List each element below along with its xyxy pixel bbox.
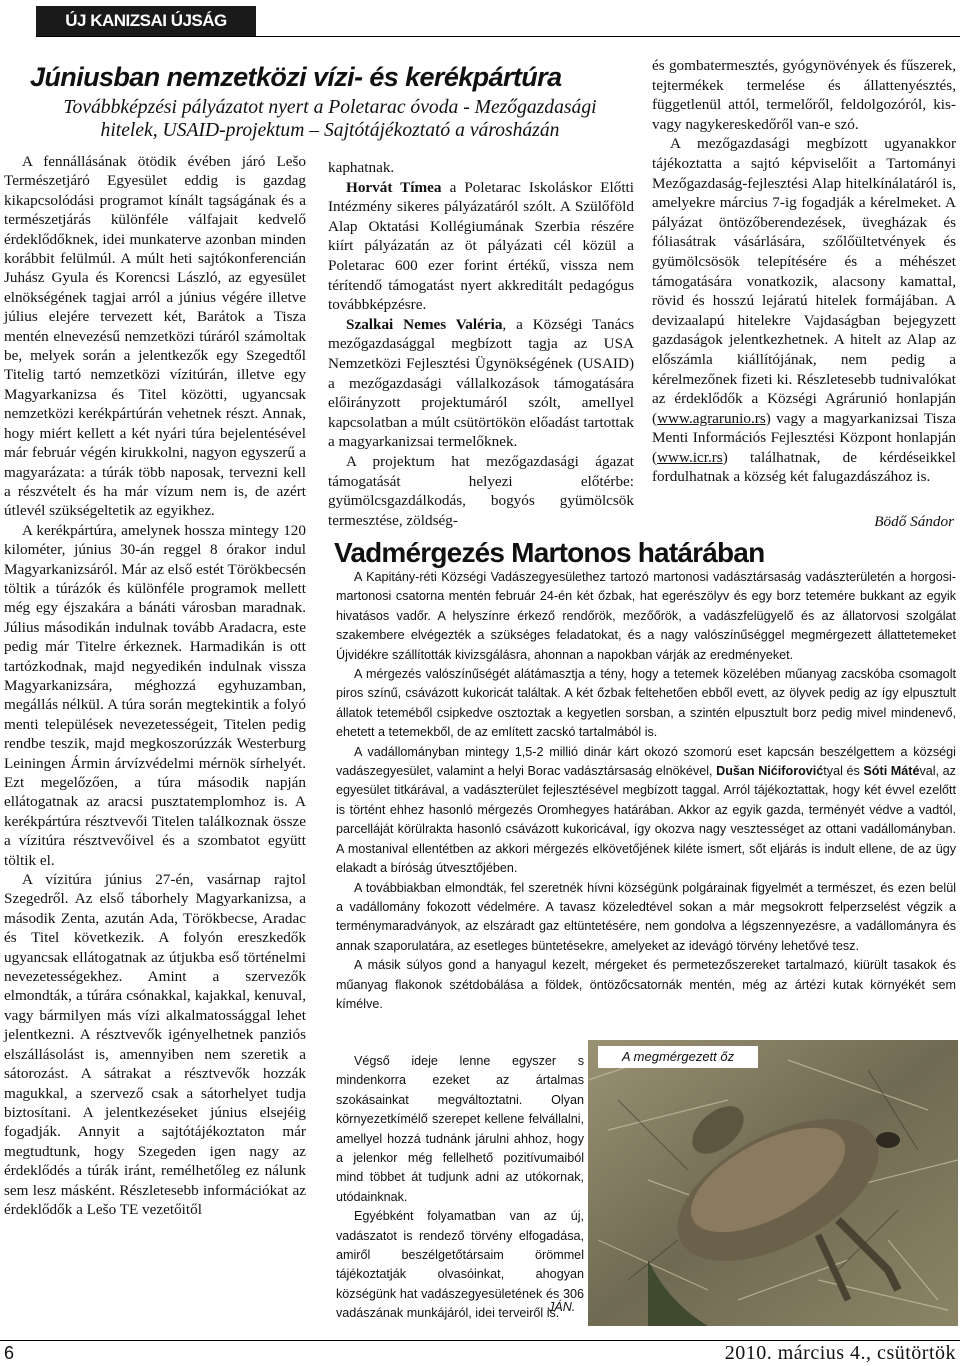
article1-subtitle-line2: hitelek, USAID-projektum – Sajtótájékoztató a városházán [100,120,560,141]
footer-rule [0,1340,960,1341]
paragraph-text: A mezőgazdasági megbízott ugyanakkor tájékoztatta a sajtó képviselőit a Tartományi Mezőgazdaság-fejlesztési Alap hitelkínálatáról is, amelyekre március 7-ig fogadják a kérelmeket. A pályázat öntözőberendezések, üvegházak és fóliasátrak vásárlására, szőlőültetvények és gyümölcsösök telepítésére és a méhészet támogatására vonatkozik, alacsony kamattal, rövid és hosszú lejáratú hitelek formájában. A devizaalapú hitelekre Vajdaságban bejegyzett gazdaságok jelentkezhetnek. A hitelt az Alap az előszámla kiállítójának, nem pedig a kérelmezőnek fizeti ki. Részletesebb tudnivalókat az érdeklődők a Községi Agrárunió honlapján ( [652,135,956,427]
paragraph-text: , a Községi Tanács mezőgazdasággal megbízott tagja az USA Nemzetközi Fejlesztési Ügynökségének (USAID) a mezőgazdasági vállalkozások támogatására előirányzott projektumáról szólt, amellyel kapcsolatban a múlt csütörtökön előadást tartottak a magyarkanizsai termelőknek. [328,315,634,451]
paragraph: A projektum hat mezőgazdasági ágazat támogatását helyezi előtérbe: gyümölcsgazdálkodás, bogyós gyümölcsök termesztése, zöldség- [328,452,634,529]
paragraph: A fennállásának ötödik évében járó Lešo Természetjáró Egyesület eddig is gazdag kikapcsolódási programot kínált tagságának és a természetjárás különféle válfajait kedvelő érdeklődőknek, idei munkaterve azonban minden korábbit felülmúl. A múlt heti sajtókonferencián Juhász Gyula és Korencsi László, az egyesület elnökségének tagjai arról a június végére illetve július elejére tervezett két, Barátok a Tisza mentén elnevezésű nemzetközi túráról számoltak be, melyek során a jelentkezők egy Szegedtől Titelig tartó nemzetközi vízitúrán, illetve egy Magyarkanizsa és Titel közötti, ugyancsak nemzetközi kerékpártúrán vehetnek részt. Annak, hogy miért kellett a két nyári túra bejelentésével már február végén kirukkolni, nagyon egyszerű a magyarázata: a túrák több naposak, tervezni kell a részvételt és ha már vízum nem is, de azért útlevél szükségeltetik az egyikhez. [4,153,306,520]
article2-narrow-column [336,1052,584,1324]
article1-subtitle-line1: Továbbképzési pályázatot nyert a Poletarac óvoda - Mezőgazdasági [63,97,597,118]
article1-column2 [328,158,634,530]
article1-column3 [652,56,956,487]
paragraph-text: val, az egyesület titkárával, a vadászterület fejlesztésével megbízott taggal. Arról tájékoztattak, hogy két évvel ezelőtt is történt ehhez hasonló mérgezés Oromhegyes határában. Akkor az egyik gazda, terményét védve a vadtól, parcelláját körülrakta hasonló csávázott kukoricával, így okozva nagy vesztességet az ottani vadállományban. A mostanival ellentétben az akkori mérgezés elkövetőjének kiléte ismert, sőt eljárás is indult ellene, de az ügy elakadt a bíróság útvesztőjében. [336,764,956,876]
issue-date: 2010. március 4., csütörtök [724,1342,956,1364]
person-name: Szalkai Nemes Valéria [346,315,503,333]
paragraph-text: ) találhatnak, de kérdéseikkel fordulhatnak a község két falugazdászához is. [652,448,956,486]
paragraph: kaphatnak. [328,159,395,176]
photo-caption: A megmérgezett őz [598,1046,758,1068]
article1-title: Júniusban nemzetközi vízi- és kerékpártúra [30,62,562,92]
page-number: 6 [4,1343,15,1363]
paragraph: és gombatermesztés, gyógynövények és fűszerek, tejtermékek termelése és állattenyésztés, függetlenül attól, termelőről, feldolgozóról, kis- vagy nagykereskedőről van-e szó. [652,57,956,133]
paragraph-text: A vadállományban mintegy 1,5-2 millió dinár kárt okozó szomorú eset kapcsán beszélgettem a községi vadászegyesület, valamint a helyi Borac vadásztársaság elnökével, [336,744,956,779]
photo-poisoned-deer [588,1040,958,1326]
paragraph: A továbbiakban elmondták, fel szeretnék hívni községünk polgárainak figyelmét a természet, és ezen belül a vadállomány fokozott védelmére. A tavasz közeledtével sokan a már megsokrott felperzselést végzik a terménymaradványok, az elszáradt gaz eltüntetésére, nem gondolva a légszennyezésre, a vadállományra és annak szaporulatára, az esetleges büntetésekre, amelyeket az idevágó törvény lehetővé tesz. [336,880,956,953]
paragraph: A Kapitány-réti Községi Vadászegyesülethez tartozó martonosi vadásztársaság vadászterületén a horgosi-martonosi csatorna mentén február 24-én két őzbak, hat egerészölyv és egy borz tetemére bukkant az egyik hivatásos vadőr. A helyszínre érkező rendőrök, mezőőrök, a vadászfelügyelő és az állatorvosi szolgálat szakembere elvégezték a szükséges feladatokat, és a nagy valószínűséggel megmérgezett állattetemeket Újvidékre szállították kivizsgálásra, ahonnan a napokban várják az eredményeket. [336,570,956,662]
article1-author: Bödő Sándor [870,512,954,532]
icr-link[interactable]: www.icr.rs [657,448,723,466]
paragraph: A kerékpártúra, amelynek hossza mintegy 120 kilométer, június 30-án reggel 8 órakor indul Magyarkanizsáról. Már az első estét Törökbecsén töltik a túrázók és különféle programok mellett még egy éjszakára a bánáti városban maradnak. Július másodikán indulnak tovább Aradacra, este pedig már Titelre érkeznek. Harmadikán is ott tartózkodnak, majd negyedikén indulnak vissza Magyarkanizsára, méghozzá egyhuzamban, megállás nélkül. A túra során megtekintik a folyó menti települések nevezetességeit, Titelen pedig rendbe teszik, majd megkoszorúzzák Westerburg Leiningen Ármin árvízvédelmi mérnök sírhelyét. Ezt megelőzően, a túra második napján ellátogatnak az aracsi pusztatemplomhoz is. A kerékpártúra résztvevői Titelen találkoznak össze a vízitúra résztvevőivel és a szombatot együtt töltik el. [4,521,306,869]
person-name: Horvát Tímea [346,178,442,196]
agrarunio-link[interactable]: www.agrarunio.rs [657,409,766,427]
article2-author: JÁN. [548,1300,576,1314]
paragraph: Egyébként folyamatban van az új, vadászatot is rendező törvény elfogadása, amiről beszélgetőtársaim örömmel tájékoztatják olvasóinkat, ahogyan községünk hat vadászegyesületének és 306 vadászának munkájáról, idei terveiről is. [336,1209,584,1321]
paragraph [652,134,956,487]
newspaper-name: ÚJ KANIZSAI ÚJSÁG [36,6,256,36]
paragraph [336,743,956,879]
paragraph: A mérgezés valószínűségét alátámasztja a tény, hogy a tetemek közelében műanyag zacskóba csomagolt piros színű, csávázott kukoricát találtak. A két őzbak feltehetően ebből evett, az ölyvek pedig az így elpusztult állatok teteméből csipkedve osztoztak a kegyetlen sorsban, a szintén elpusztult borz pedig mivel mindenevő, ehetett a tetemekből, de az említett zacskó tartalmából is. [336,667,956,740]
paragraph: Végső ideje lenne egyszer s mindenkorra ezeket az ártalmas szokásainkat megváltoztatni. Olyan környezetkímélő szerepet kellene felvállalni, amellyel hozzá tudnánk járulni ahhoz, hogy a jelenkor még fellelhető pozitívumaiból mind többet át tudjunk adni az utókornak, utódainknak. [336,1054,584,1204]
person-name: Dušan Nićiforović [716,764,824,779]
paragraph: A másik súlyos gond a hanyagul kezelt, mérgeket és permetezőszereket tartalmazó, kiürült tasakok és műanyag flakonok szétdobálása a földek, öntözőcsatornák mentén, még az ártézi kutak környékét sem kímélve. [336,958,956,1011]
person-name: Sóti Máté [863,764,920,779]
paragraph: A vízitúra június 27-én, vasárnap rajtol Szegedről. Az első táborhely Magyarkanizsa, a második Zenta, azután Ada, Törökbecse, Aradac és Titel következik. A folyón ereszkedők ugyancsak ellátogatnak az útjukba eső történelmi nevezetességekhez. Amint a szervezők elmondták, a túrára csónakkal, kajakkal, kenuval, vagy bármilyen más vízi alkalmatossággal lehet jelentkezni. A résztvevők igényelhetnek panziós elszállásolást is, amennyiben nem szeretik a sátorozást. A sátrakat a résztvevők hozzák magukkal, a szervező csak a sátorhelyet tudja biztosítani. A jelentkezéseket június elsejéig fogadják. Annyit a sajtótájékoztaton már megtudtunk, hogy Szegeden igen nagy az érdeklődés a túrák iránt, remélhetőleg ez nálunk sem lesz másként. Részletesebb információkat az érdeklődők a Lešo TE vezetőitől [4,871,306,1218]
article2-body [336,568,956,1014]
paragraph-text: tyal és [823,764,864,779]
photo-image [588,1040,958,1326]
paragraph [328,178,634,315]
header-bar [36,6,960,37]
paragraph [328,315,634,452]
paragraph-text: a Poletarac Iskoláskor Előtti Intézmény sikeres pályázatáról szólt. A Szülőföld Alap Oktatási Kollégiumának Szerbia részére kiírt pályázatán az öt pályázati cél közül a Poletarac 600 ezer forint értékű, vissza nem térítendő támogatást nyert akkreditált pedagógus továbbképzésre. [328,178,634,314]
article2-title: Vadmérgezés Martonos határában [334,537,765,568]
paragraph-text: ) vagy a magyarkanizsai Tisza Menti Információs Fejlesztési Központ honlapján ( [652,409,956,466]
article1-column1 [4,152,306,1219]
